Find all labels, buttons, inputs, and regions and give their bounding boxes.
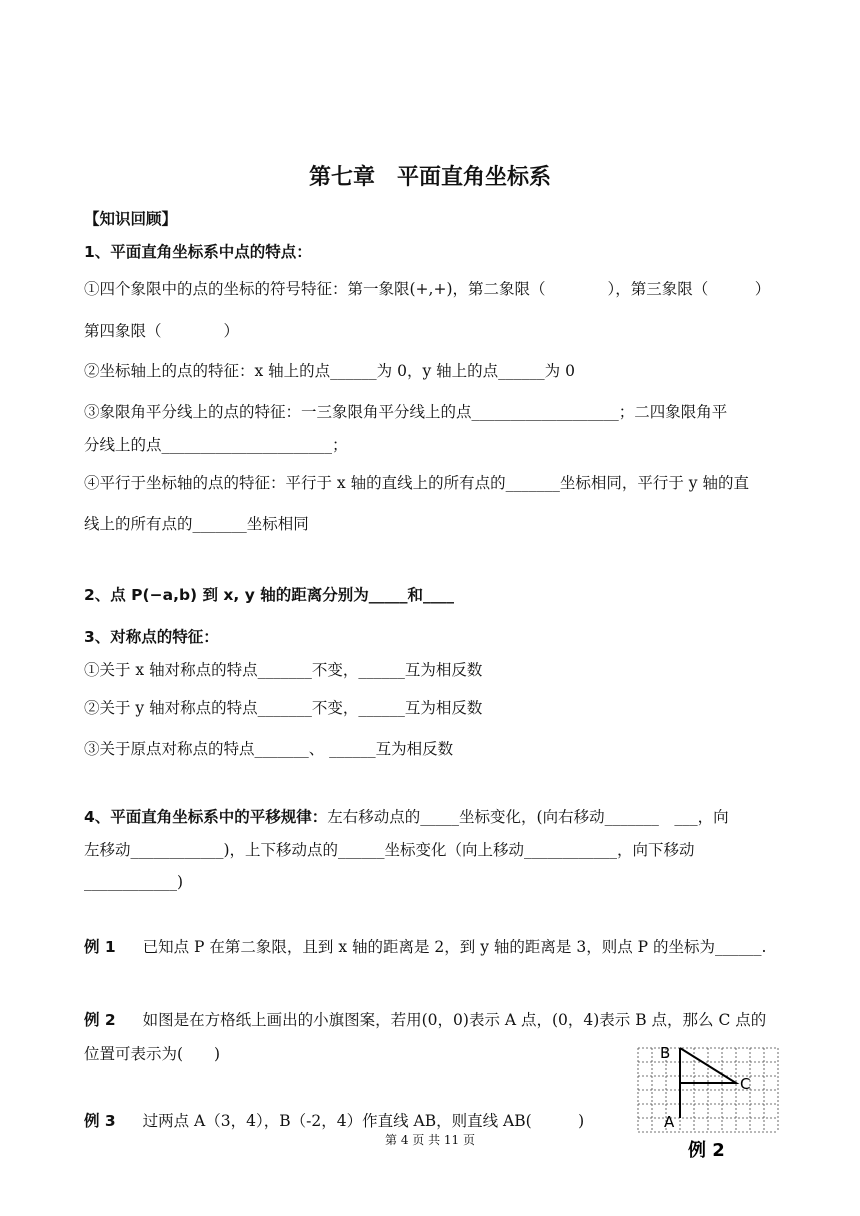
- example-1: [84, 935, 766, 957]
- parallel-line-cont: 线上的所有点的_______坐标相同: [84, 515, 309, 533]
- flag-figure: [630, 1040, 790, 1165]
- symmetry-origin-line: ③关于原点对称点的特点_______、 ______互为相反数: [84, 740, 454, 758]
- example-1-text: 已知点 P 在第二象限，且到 x 轴的距离是 2，到 y 轴的距离是 3，则点 P 的坐标为______.: [142, 938, 767, 956]
- point-c-label: C: [740, 1075, 751, 1093]
- example-2-label: 例 2: [84, 1011, 116, 1029]
- section-4-heading: 4、平面直角坐标系中的平移规律：: [84, 808, 328, 826]
- quadrant-four-line: 第四象限（ ）: [84, 322, 240, 340]
- example-3: [84, 1109, 584, 1131]
- bisector-line-cont: 分线上的点______________________；: [84, 436, 348, 454]
- page-footer: 第 4 页 共 11 页: [385, 1133, 475, 1147]
- example-2-text-cont: 位置可表示为( ): [84, 1045, 221, 1063]
- example-1-label: 例 1: [84, 938, 116, 956]
- translation-text-1: 左右移动点的_____坐标变化，(向右移动_______ ___，向: [327, 808, 729, 826]
- section-3-heading: 3、对称点的特征：: [84, 628, 219, 646]
- page-title: 第七章 平面直角坐标系: [308, 165, 551, 190]
- point-a-label: A: [664, 1113, 675, 1131]
- example-3-label: 例 3: [84, 1112, 116, 1130]
- parallel-line: ④平行于坐标轴的点的特征：平行于 x 轴的直线上的所有点的_______坐标相同，平行于 y 轴的直: [84, 474, 749, 492]
- section-1-heading: 1、平面直角坐标系中点的特点：: [84, 243, 312, 261]
- section-2-heading: 2、点 P(−a,b) 到 x, y 轴的距离分别为_____和____: [84, 586, 454, 604]
- point-b-label: B: [660, 1044, 671, 1062]
- quadrant-sign-line: ①四个象限中的点的坐标的符号特征：第一象限(+,+)，第二象限（ ），第三象限（ ）: [84, 280, 771, 298]
- grid-paper: [638, 1048, 778, 1132]
- translation-line-2: 左移动____________)，上下移动点的______坐标变化（向上移动____________，向下移动: [84, 841, 695, 859]
- figure-caption: 例 2: [688, 1140, 725, 1161]
- bisector-line: ③象限角平分线上的点的特征：一三象限角平分线上的点___________________；二四象限角平: [84, 403, 728, 421]
- review-heading: 【知识回顾】: [84, 210, 178, 228]
- axis-point-line: ②坐标轴上的点的特征：x 轴上的点______为 0，y 轴上的点______为 0: [84, 362, 575, 380]
- symmetry-x-line: ①关于 x 轴对称点的特点_______不变，______互为相反数: [84, 661, 483, 679]
- example-2-text: 如图是在方格纸上画出的小旗图案，若用(0，0)表示 A 点，(0，4)表示 B 点，那么 C 点的: [142, 1011, 767, 1029]
- example-3-text: 过两点 A（3，4），B（-2，4）作直线 AB，则直线 AB( ): [142, 1112, 585, 1130]
- example-2: [84, 1008, 766, 1030]
- symmetry-y-line: ②关于 y 轴对称点的特点_______不变，______互为相反数: [84, 699, 483, 717]
- translation-line-1: [84, 805, 729, 827]
- translation-line-3: ____________): [84, 873, 184, 891]
